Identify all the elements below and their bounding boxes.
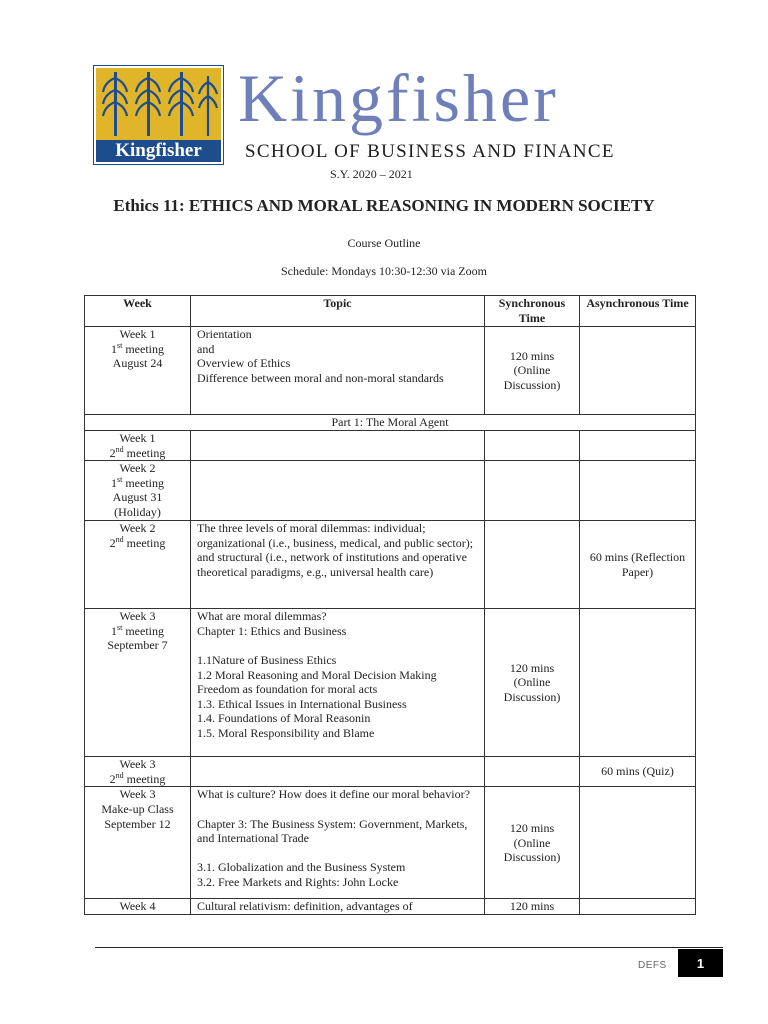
topic-cell bbox=[191, 609, 485, 757]
topic-cell bbox=[191, 327, 485, 415]
meeting-ordinal: 1 bbox=[111, 475, 117, 490]
header-asynchronous: Asynchronous Time bbox=[580, 296, 696, 327]
header-week: Week bbox=[85, 296, 191, 327]
meeting-word: meeting bbox=[125, 475, 164, 490]
table-row bbox=[85, 521, 696, 609]
wheat-logo-icon bbox=[96, 68, 221, 140]
section-row bbox=[85, 415, 696, 431]
topic-line: 1.3. Ethical Issues in International Business bbox=[197, 696, 407, 711]
header-topic: Topic bbox=[191, 296, 485, 327]
week-label: Week 1 bbox=[119, 431, 156, 445]
course-outline-table bbox=[84, 295, 696, 915]
meeting-date: August 24 bbox=[112, 356, 163, 371]
topic-line: 1.4. Foundations of Moral Reasonin bbox=[197, 711, 371, 726]
topic-line: 1.1Nature of Business Ethics bbox=[197, 652, 337, 667]
asynchronous-time-cell bbox=[580, 609, 696, 757]
page-number: 1 bbox=[678, 949, 723, 977]
topic-line: The three levels of moral dilemmas: individual; organizational (i.e., business, medical, and public sector); and structural (i.e., network of institutions and operative theoretical paradigms, e.g., universal health care) bbox=[197, 521, 474, 579]
footer-rule bbox=[95, 947, 723, 948]
week-label: Week 1 bbox=[119, 327, 156, 341]
meeting-ordinal-suffix: nd bbox=[115, 770, 124, 780]
week-cell bbox=[85, 327, 191, 415]
week-cell bbox=[85, 431, 191, 461]
meeting-ordinal: 2 bbox=[109, 445, 116, 460]
week-label: Week 3 bbox=[119, 757, 156, 772]
synchronous-time-cell: 120 mins bbox=[485, 899, 580, 915]
meeting-ordinal: 2 bbox=[109, 771, 116, 786]
table-row bbox=[85, 757, 696, 787]
meeting-label bbox=[91, 342, 184, 357]
table-row bbox=[85, 609, 696, 757]
asynchronous-time-cell bbox=[580, 327, 696, 415]
meeting-ordinal-suffix: st bbox=[117, 474, 123, 484]
course-subtitle: Course Outline bbox=[347, 236, 421, 250]
topic-cell bbox=[191, 521, 485, 609]
meeting-ordinal: 2 bbox=[109, 535, 116, 550]
topic-line: Cultural relativism: definition, advantages of bbox=[197, 899, 413, 914]
week-cell bbox=[85, 609, 191, 757]
synchronous-time-cell bbox=[485, 757, 580, 787]
meeting-word: meeting bbox=[126, 535, 166, 550]
meeting-date: September 12 bbox=[104, 816, 171, 831]
meeting-label bbox=[91, 536, 184, 551]
topic-line: 1.2 Moral Reasoning and Moral Decision Making bbox=[197, 667, 437, 682]
table-header-row bbox=[85, 296, 696, 327]
topic-line: Chapter 1: Ethics and Business bbox=[197, 623, 347, 638]
meeting-ordinal-suffix: st bbox=[117, 622, 123, 632]
topic-line: What is culture? How does it define our moral behavior? bbox=[197, 787, 470, 802]
school-name: SCHOOL OF BUSINESS AND FINANCE bbox=[245, 141, 615, 162]
topic-line: What are moral dilemmas? bbox=[197, 609, 327, 624]
meeting-date: September 7 bbox=[107, 638, 168, 653]
course-title: Ethics 11: ETHICS AND MORAL REASONING IN MODERN SOCIETY bbox=[113, 196, 655, 215]
synchronous-time-cell: 120 mins (Online Discussion) bbox=[485, 787, 580, 899]
table-body bbox=[85, 327, 696, 915]
topic-line: Difference between moral and non-moral standards bbox=[197, 370, 444, 385]
school-year: S.Y. 2020 – 2021 bbox=[330, 167, 413, 181]
asynchronous-time-cell bbox=[580, 899, 696, 915]
meeting-label bbox=[91, 446, 184, 461]
table-row bbox=[85, 461, 696, 521]
topic-cell bbox=[191, 757, 485, 787]
meeting-word: meeting bbox=[126, 771, 166, 786]
topic-line: and bbox=[197, 341, 215, 356]
table-row bbox=[85, 787, 696, 899]
meeting-label bbox=[91, 802, 184, 817]
week-label: Week 2 bbox=[119, 461, 156, 476]
meeting-label bbox=[91, 772, 184, 787]
logo-wordmark: Kingfisher bbox=[96, 140, 221, 162]
synchronous-time-cell bbox=[485, 521, 580, 609]
week-cell bbox=[85, 461, 191, 521]
brand-name: Kingfisher bbox=[238, 60, 559, 136]
topic-cell bbox=[191, 899, 485, 915]
topic-line: 3.1. Globalization and the Business System bbox=[197, 860, 406, 875]
asynchronous-time-cell bbox=[580, 431, 696, 461]
synchronous-time-cell bbox=[485, 461, 580, 521]
table-row bbox=[85, 431, 696, 461]
topic-cell bbox=[191, 787, 485, 899]
table-row bbox=[85, 327, 696, 415]
meeting-label bbox=[91, 476, 184, 491]
week-cell bbox=[85, 757, 191, 787]
meeting-word: meeting bbox=[125, 623, 164, 638]
topic-line: 1.5. Moral Responsibility and Blame bbox=[197, 725, 375, 740]
week-label: Week 2 bbox=[119, 521, 156, 536]
asynchronous-time-cell: 60 mins (Quiz) bbox=[580, 757, 696, 787]
course-schedule: Schedule: Mondays 10:30-12:30 via Zoom bbox=[281, 264, 487, 278]
topic-cell bbox=[191, 431, 485, 461]
week-cell bbox=[85, 521, 191, 609]
table-row bbox=[85, 899, 696, 915]
meeting-ordinal-suffix: nd bbox=[115, 444, 124, 454]
synchronous-time-cell bbox=[485, 431, 580, 461]
topic-line: Orientation bbox=[197, 327, 252, 341]
meeting-ordinal-suffix: st bbox=[117, 340, 123, 350]
topic-line: Freedom as foundation for moral acts bbox=[197, 682, 378, 697]
week-cell bbox=[85, 787, 191, 899]
meeting-word: meeting bbox=[125, 341, 164, 356]
header-synchronous: Synchronous Time bbox=[485, 296, 580, 327]
synchronous-time-cell: 120 mins (Online Discussion) bbox=[485, 327, 580, 415]
meeting-ordinal-suffix: nd bbox=[115, 534, 124, 544]
asynchronous-time-cell bbox=[580, 787, 696, 899]
topic-line: Chapter 3: The Business System: Government, Markets, and International Trade bbox=[197, 816, 468, 846]
section-title: Part 1: The Moral Agent bbox=[85, 415, 696, 431]
meeting-word: meeting bbox=[126, 445, 166, 460]
synchronous-time-cell: 120 mins (Online Discussion) bbox=[485, 609, 580, 757]
meeting-date: August 31 (Holiday) bbox=[112, 490, 163, 519]
week-label: Week 3 bbox=[119, 787, 156, 802]
footer-label: DEFS bbox=[638, 960, 667, 971]
meeting-word: Make-up Class bbox=[101, 801, 174, 816]
topic-cell bbox=[191, 461, 485, 521]
asynchronous-time-cell bbox=[580, 461, 696, 521]
topic-line: 3.2. Free Markets and Rights: John Locke bbox=[197, 874, 399, 889]
week-cell bbox=[85, 899, 191, 915]
meeting-ordinal: 1 bbox=[111, 341, 117, 356]
meeting-label bbox=[91, 624, 184, 639]
week-label: Week 3 bbox=[119, 609, 156, 624]
meeting-ordinal: 1 bbox=[111, 623, 117, 638]
asynchronous-time-cell: 60 mins (Reflection Paper) bbox=[580, 521, 696, 609]
week-label: Week 4 bbox=[119, 899, 156, 914]
school-logo bbox=[93, 65, 224, 165]
topic-line: Overview of Ethics bbox=[197, 356, 291, 371]
